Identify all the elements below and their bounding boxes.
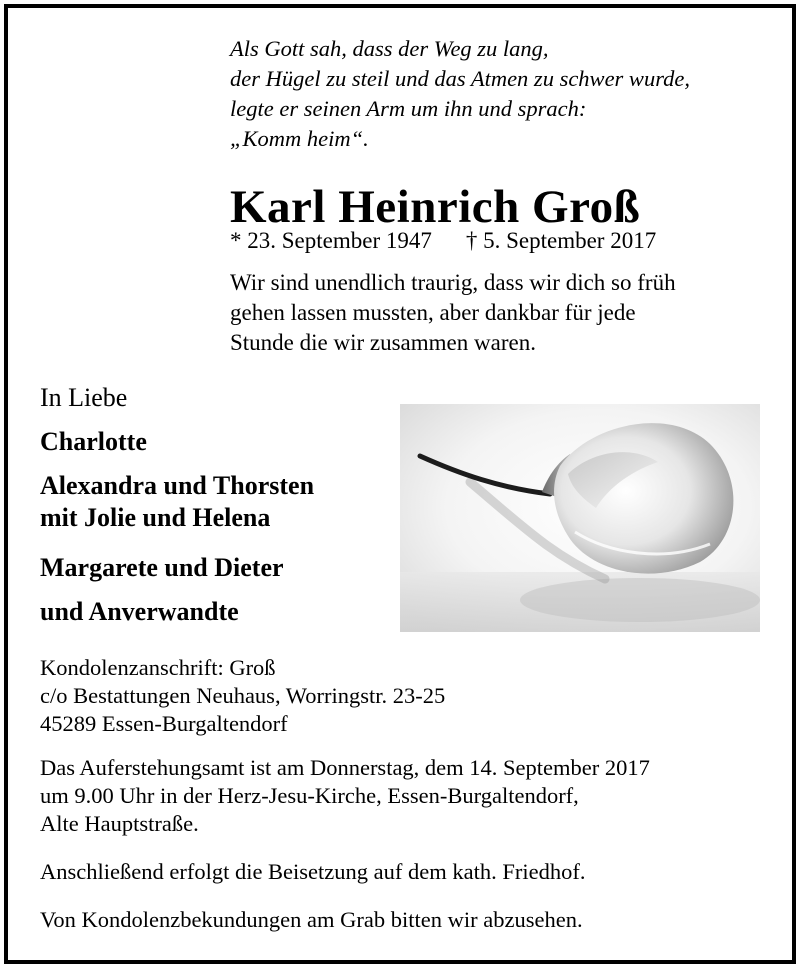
family-member-line: Alexandra und Thorsten [40, 471, 315, 500]
life-dates [230, 226, 656, 256]
poem-line: Als Gott sah, dass der Weg zu lang, [230, 36, 549, 61]
poem-line: „Komm heim“. [230, 126, 369, 151]
poem-line: legte er seinen Arm um ihn und sprach: [230, 96, 587, 121]
family-member: Margarete und Dieter [40, 553, 284, 582]
service-line: Alte Hauptstraße. [40, 811, 199, 836]
burial-info: Anschließend erfolgt die Beisetzung auf dem kath. Friedhof. [40, 859, 586, 884]
in-love-label: In Liebe [40, 383, 128, 412]
condolence-line: Kondolenzanschrift: Groß [40, 655, 276, 680]
poem [230, 34, 690, 154]
condolence-line: c/o Bestattungen Neuhaus, Worringstr. 23-25 [40, 683, 446, 708]
condolence-address [40, 654, 445, 738]
family-member: und Anverwandte [40, 597, 239, 626]
grief-text [230, 268, 676, 358]
poem-line: der Hügel zu steil und das Atmen zu schwer wurde, [230, 66, 690, 91]
grief-line: Wir sind unendlich traurig, dass wir dich so früh [230, 270, 676, 295]
birth-date: * 23. September 1947 [230, 228, 432, 253]
grief-line: gehen lassen mussten, aber dankbar für jede [230, 300, 636, 325]
obituary-frame [4, 4, 796, 964]
family-member-line: mit Jolie und Helena [40, 503, 271, 532]
family-member [40, 470, 314, 534]
calla-lily-image [400, 404, 760, 632]
condolence-request: Von Kondolenzbekundungen am Grab bitten wir abzusehen. [40, 907, 583, 932]
service-info [40, 754, 650, 838]
condolence-line: 45289 Essen-Burgaltendorf [40, 711, 288, 736]
death-date: † 5. September 2017 [465, 228, 657, 253]
service-line: um 9.00 Uhr in der Herz-Jesu-Kirche, Essen-Burgaltendorf, [40, 783, 579, 808]
grief-line: Stunde die wir zusammen waren. [230, 330, 536, 355]
family-member: Charlotte [40, 427, 147, 456]
service-line: Das Auferstehungsamt ist am Donnerstag, dem 14. September 2017 [40, 755, 650, 780]
deceased-name: Karl Heinrich Groß [230, 181, 641, 233]
